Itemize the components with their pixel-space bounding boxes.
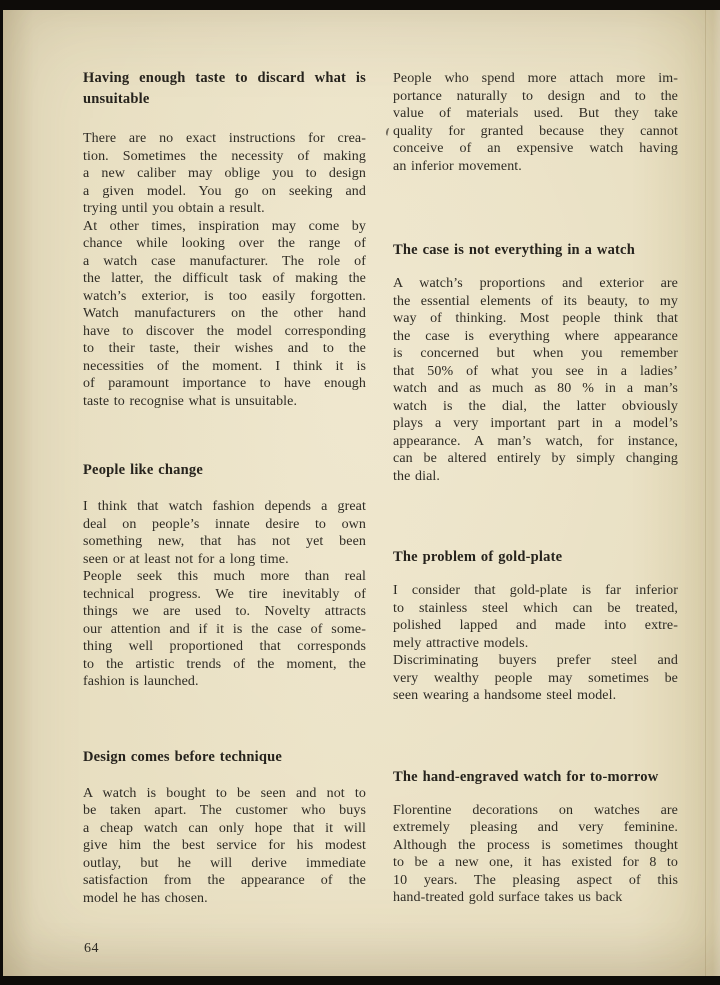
text-line: There are no exact instructions for crea- [83,131,366,146]
scan-border-top [0,0,720,10]
text-line: things we are used to. Novelty attracts [83,604,366,619]
text-line: watch and as much as 80 % in a man’s [393,381,678,396]
text-line: the dial. [393,468,440,484]
text-line: I think that watch fashion depends a great [83,499,366,514]
text-line: Florentine decorations on watches are [393,802,678,818]
scan-border-bottom [0,976,720,985]
text-line: the latter, the difficult task of making the [83,271,366,286]
section-heading-gold-plate [393,547,678,568]
text-line: seen wearing a handsome steel model. [393,688,617,703]
text-line: appearance. A man’s watch, for instance, [393,433,678,449]
text-line: tion. Sometimes the necessity of making [83,148,366,164]
paragraph-spend-more [393,70,678,175]
text-line: a watch case manufacturer. The role of [83,253,366,269]
text-line: an inferior movement. [393,158,522,174]
text-line: Watch manufacturers on the other hand [83,306,366,321]
text-line: The case is not everything in a watch [393,242,635,258]
text-line: Having enough taste to discard what is [83,70,366,86]
text-line: 10 years. The pleasing aspect of this [393,872,678,888]
page-number: 64 [84,941,99,956]
text-line: deal on people’s innate desire to own [83,516,366,532]
left-column [83,60,366,907]
paragraph-discriminating-buyers [393,652,678,705]
text-line: People who spend more attach more im- [393,71,678,86]
text-line: taste to recognise what is unsuitable. [83,393,298,409]
text-line: outlay, but he will derive immediate [83,855,366,871]
section-heading-design-first [83,747,366,768]
text-line: way of thinking. Most people think that [393,311,678,326]
text-line: that 50% of what you see in a ladies’ [393,363,678,379]
section-heading-case-not-all [393,240,678,261]
text-line: portance naturally to design and to the [393,88,678,104]
text-line: something new, that has not yet been [83,534,366,549]
text-line: be taken apart. The customer who buys [83,803,366,818]
text-line: can be altered entirely by simply changing [393,451,678,466]
text-line: thing well proportioned that corresponds [83,639,366,654]
text-line: to stainless steel which can be treated, [393,600,678,616]
paragraph-watch-fashion [83,498,366,568]
text-line: Design comes before technique [83,748,283,765]
text-line: A watch’s proportions and exterior are [393,276,678,291]
text-line: the case is everything where appearance [393,328,678,344]
text-line: Discriminating buyers prefer steel and [393,653,678,668]
text-line: trying until you obtain a result. [83,201,265,216]
text-line: The hand-engraved watch for to-morrow [393,768,659,785]
text-line: polished lapped and made into extre- [393,618,678,633]
text-line: plays a very important part in a model’s [393,416,678,431]
paragraph-gold-plate-inferior [393,582,678,652]
text-line: is concerned but when you remember [393,346,678,361]
section-heading-hand-engraved [393,767,678,788]
text-line: satisfaction from the appearance of the [83,873,366,888]
text-line: have to discover the model corresponding [83,323,366,339]
text-line: hand-treated gold surface takes us back [393,890,623,905]
text-line: to be a new one, it has existed for 8 to [393,855,678,870]
paragraph-florentine-decorations [393,802,678,907]
text-line: chance while looking over the range of [83,236,366,251]
text-line: model he has chosen. [83,890,208,906]
text-line: value of materials used. But they take [393,106,678,121]
text-line: extremely pleasing and very feminine. [393,820,678,835]
text-line: Although the process is sometimes thought [393,837,678,853]
text-line: unsuitable [83,91,150,107]
scan-border-left [0,0,3,985]
right-column [393,60,678,907]
page-edge-line [705,10,706,976]
text-line: A watch is bought to be seen and not to [83,785,366,801]
paragraph-proportions-exterior [393,275,678,485]
paragraph-watch-bought-seen [83,785,366,908]
text-line: At other times, inspiration may come by [83,218,366,234]
text-line: give him the best service for his modest [83,838,366,853]
text-line: the essential elements of its beauty, to my [393,293,678,309]
text-line: of paramount importance to have enough [83,376,366,391]
text-line: our attention and if it is the case of some- [83,621,366,637]
section-heading-people-change [83,460,366,481]
section-heading-taste [83,68,366,110]
text-line: seen or at least not for a long time. [83,551,289,567]
text-line: a cheap watch can only hope that it will [83,820,366,836]
text-line: mely attractive models. [393,635,529,651]
text-line: quality for granted because they cannot [393,123,678,139]
text-line: a given model. You go on seeking and [83,183,366,199]
text-line: necessities of the moment. I think it is [83,358,366,374]
text-line: watch is the dial, the latter obviously [393,398,678,414]
text-line: watch’s exterior, is too easily forgotten. [83,288,366,304]
text-line: conceive of an expensive watch having [393,141,678,156]
paragraph-people-seek [83,568,366,691]
text-line: a new caliber may oblige you to design [83,166,366,181]
text-line: People like change [83,462,203,478]
paragraph-no-exact-instructions [83,130,366,218]
text-line: to their taste, their wishes and to the [83,341,366,356]
text-line: fashion is launched. [83,674,199,689]
text-line: I consider that gold-plate is far inferior [393,583,678,598]
text-line: very wealthy people may sometimes be [393,670,678,686]
text-line: The problem of gold-plate [393,549,563,565]
paragraph-at-other-times [83,218,366,411]
text-line: People seek this much more than real [83,569,366,584]
text-line: technical progress. We tire inevitably of [83,586,366,602]
text-line: to the artistic trends of the moment, the [83,656,366,672]
